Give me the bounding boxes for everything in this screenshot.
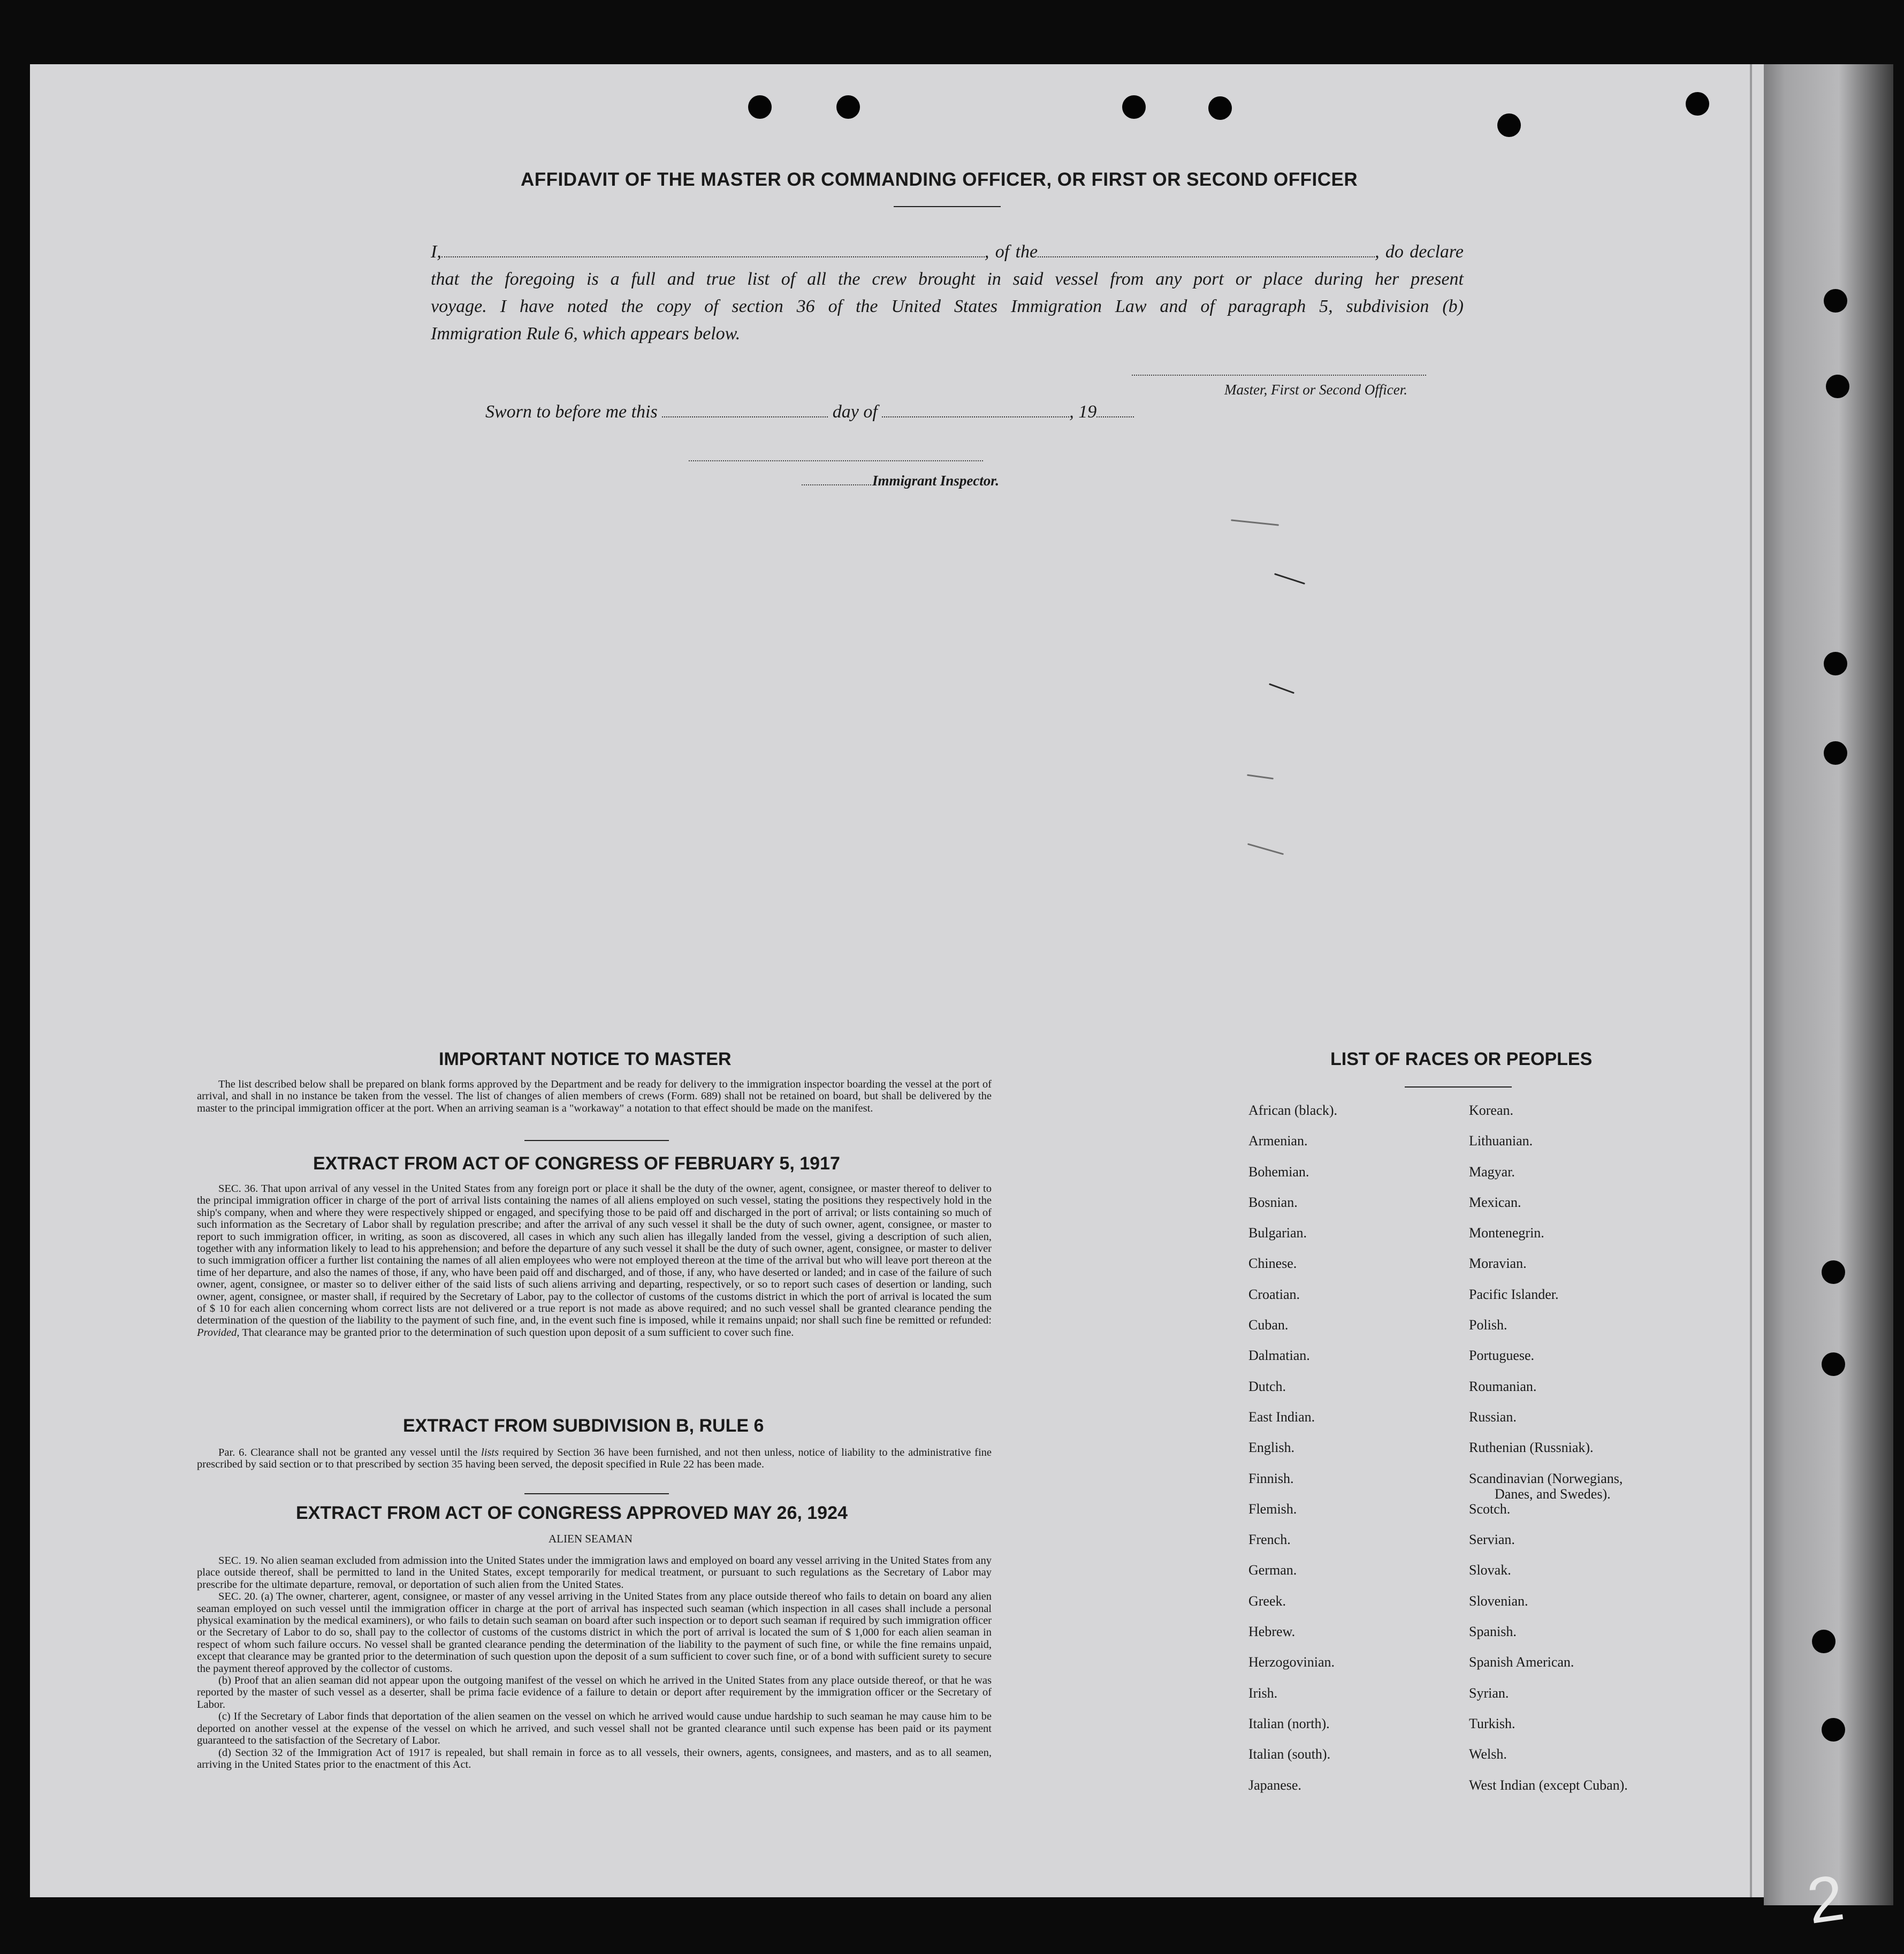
declaration-i: I,: [431, 242, 441, 262]
race-item: Slovenian.: [1469, 1593, 1528, 1609]
race-item: Ruthenian (Russniak).: [1469, 1440, 1594, 1456]
race-item: Spanish.: [1469, 1624, 1517, 1640]
race-item: Bohemian.: [1248, 1164, 1309, 1180]
declaration-line-3: voyage. I have noted the copy of section 36 of the United States Immigration Law and of paragraph 5, subdivision (b): [431, 296, 1464, 316]
punch-hole: [1822, 1718, 1845, 1742]
punch-hole: [748, 95, 772, 119]
race-item: Flemish.: [1248, 1501, 1297, 1517]
sec-20b-text: (b) Proof that an alien seaman did not appear upon the outgoing manifest of the vessel on which he arrived in the United States from any place outside thereof, or that he was reported by the master of such vessel as a deserter, shall be prima facie evidence of a failure to detain or deport after requirement by the immigration officer or the Secretary of Labor.: [197, 1675, 992, 1710]
race-item: Scandinavian (Norwegians, Danes, and Swedes).: [1469, 1470, 1623, 1502]
race-item: Welsh.: [1469, 1746, 1507, 1762]
race-item: Armenian.: [1248, 1133, 1308, 1149]
extract-1917-title: EXTRACT FROM ACT OF CONGRESS OF FEBRUARY 5, 1917: [313, 1153, 840, 1174]
punch-hole: [1208, 96, 1232, 120]
master-signature-label: Master, First or Second Officer.: [1224, 382, 1407, 398]
race-item: Chinese.: [1248, 1256, 1297, 1272]
race-item: Cuban.: [1248, 1317, 1289, 1333]
declaration-text: [431, 238, 1464, 347]
sec-19-text: SEC. 19. No alien seaman excluded from admission into the United States under the immigration laws and employed on board any vessel arriving in the United States from any place outside thereof, shall be permitted to land in the United States, except temporarily for medical treatment, or pursuant to such regulations as the Secretary of Labor may prescribe for the ultimate departure, removal, or deportation of such alien from the United States.: [197, 1555, 992, 1591]
page-number: 2: [1803, 1861, 1848, 1937]
sec-20a-text: SEC. 20. (a) The owner, charterer, agent, consignee, or master of any vessel arriving in the United States from any place outside thereof who fails to detain on board any alien seaman employed on such vessel until the immigration officer in charge at the port of arrival has inspected such seaman (which inspection in all cases shall include a personal physical examination by the medical examiners), or who fails to detain such seaman on board after such inspection or to deport such seaman if required by such immigration officer or the Secretary of Labor to do so, shall pay to the collector of customs of the customs district in which the port of arrival is located the sum of $ 1,000 for each alien seaman in respect of whom such failure occurs. No vessel shall be granted clearance pending the determination of the liability to the payment of such fine, or while the fine remains unpaid, except that clearance may be granted prior to the determination of such question upon the deposit of a sum sufficient to cover such fine, or of a bond with sufficient surety to secure the payment thereof approved by the collector of customs.: [197, 1591, 992, 1675]
affidavit-title-rule: [894, 206, 1001, 207]
extract-1924-section: [197, 1555, 992, 1770]
race-item: Turkish.: [1469, 1715, 1515, 1731]
declaration-line-4: Immigration Rule 6, which appears below.: [431, 324, 741, 344]
notice-text: The list described below shall be prepared on blank forms approved by the Department and be ready for delivery to the immigration inspector boarding the vessel at the port of arrival, and shall in no instance be taken from the vessel. The list of changes of alien members of crews (Form. 689) shall not be retained on board, but shall be delivered by the master to the principal immigration officer at the port. When an arriving seaman is a "workaway" a notation to that effect should be made on the manifest.: [197, 1078, 992, 1114]
punch-hole: [1497, 113, 1521, 137]
extract-1917-text: SEC. 36. That upon arrival of any vessel in the United States from any foreign port or place it shall be the duty of the owner, agent, consignee, or master thereof to deliver to the principal immigration officer in charge of the port of arrival lists containing the names of all aliens employed on such vessel, stating the positions they respectively hold in the ship's company, when and where they were respectively shipped or engaged, and specifying those to be paid off and discharged in the port of arrival; or lists containing so much of such information as the Secretary of Labor shall by regulation prescribe; and after the arrival of any such vessel it shall be the duty of such owner, agent, consignee, or master to report to such immigration officer, in writing, as soon as discovered, all cases in which any such alien has illegally landed from the vessel, giving a description of such alien, together with any information likely to lead to his apprehension; and before the departure of any such vessel it shall be the duty of such owner, agent, consignee, or master to deliver to such immigration officer a further list containing the names of all alien employees who were not employed thereon at the time of the arrival but who will leave port thereon at the time of her departure, and also the names of those, if any, who have been paid off and discharged, and of those, if any, who have deserted or landed; and in case of the failure of such owner, agent, consignee, or master so to deliver either of the said lists of such aliens arriving and departing, respectively, or so to report such cases of desertion or landing, such owner, agent, consignee, or master shall, if required by the Secretary of Labor, pay to the collector of customs of the customs district in which the port of arrival is located the sum of $ 10 for each alien concerning whom correct lists are not delivered or a true report is not made as above required; and no such vessel shall be granted clearance pending the determination of the question of the liability to the payment of such fine, and, in the event such fine is imposed, while it remains unpaid; nor shall such fine be remitted or refunded: Provided, That clearance may be granted prior to the determination of such question upon deposit of a sum sufficient to cover such fine.: [197, 1183, 992, 1339]
extract-1924-title: EXTRACT FROM ACT OF CONGRESS APPROVED MAY 26, 1924: [296, 1503, 848, 1523]
inspector-label: Immigrant Inspector.: [872, 473, 1000, 489]
notice-title: IMPORTANT NOTICE TO MASTER: [439, 1049, 732, 1069]
race-item: West Indian (except Cuban).: [1469, 1777, 1628, 1793]
race-item: Bulgarian.: [1248, 1225, 1307, 1241]
notice-rule: [524, 1140, 669, 1141]
race-item: Syrian.: [1469, 1685, 1509, 1701]
race-item: Lithuanian.: [1469, 1133, 1533, 1149]
race-item: Russian.: [1469, 1409, 1517, 1425]
race-item: Dutch.: [1248, 1378, 1286, 1394]
extract-1917-section: [197, 1183, 992, 1339]
page-edge-line: [1750, 64, 1752, 1897]
race-item: Roumanian.: [1469, 1378, 1537, 1394]
race-item: German.: [1248, 1562, 1297, 1578]
race-item: Herzogovinian.: [1248, 1654, 1335, 1670]
race-item: Irish.: [1248, 1685, 1278, 1701]
sec-20c-text: (c) If the Secretary of Labor finds that deportation of the alien seamen on the vessel on which he arrived would cause undue hardship to such seaman he may cause him to be deported on another vessel at the expense of the vessel on which he arrived, and such vessel shall not be granted clearance until such expense has been paid or its payment guaranteed to the satisfaction of the Secretary of Labor.: [197, 1710, 992, 1747]
affidavit-title: AFFIDAVIT OF THE MASTER OR COMMANDING OFFICER, OR FIRST OR SECOND OFFICER: [521, 169, 1358, 190]
race-item: Scotch.: [1469, 1501, 1511, 1517]
punch-hole: [1826, 375, 1849, 398]
race-item: Magyar.: [1469, 1164, 1515, 1180]
declaration-do-declare: , do declare: [1375, 242, 1464, 262]
races-title: LIST OF RACES OR PEOPLES: [1330, 1049, 1593, 1069]
extract-rule6-section: [197, 1447, 992, 1471]
race-item: Korean.: [1469, 1103, 1514, 1118]
master-signature-line[interactable]: [1132, 375, 1426, 376]
extract-rule6-title: EXTRACT FROM SUBDIVISION B, RULE 6: [403, 1416, 764, 1436]
races-column-2: [1469, 1103, 1737, 1808]
declaration-line-2: that the foregoing is a full and true list of all the crew brought in said vessel from any port or place during her present: [431, 269, 1464, 289]
punch-hole: [1822, 1352, 1845, 1376]
race-item: Pacific Islander.: [1469, 1286, 1559, 1302]
punch-hole: [1824, 741, 1847, 765]
race-item: Montenegrin.: [1469, 1225, 1544, 1241]
race-item: Italian (south).: [1248, 1746, 1331, 1762]
race-item: French.: [1248, 1532, 1291, 1548]
sec-20d-text: (d) Section 32 of the Immigration Act of 1917 is repealed, but shall remain in force as to all vessels, their owners, agents, consignees, and masters, and as to all seamen, arriving in the United States prior to the enactment of this Act.: [197, 1746, 992, 1770]
race-item: Greek.: [1248, 1593, 1286, 1609]
inspector-signature-line[interactable]: [689, 460, 983, 461]
punch-hole: [1122, 95, 1146, 119]
race-item: Japanese.: [1248, 1777, 1301, 1793]
race-item: Mexican.: [1469, 1194, 1521, 1210]
race-item: Italian (north).: [1248, 1715, 1330, 1731]
race-item: Hebrew.: [1248, 1624, 1296, 1640]
punch-hole: [1812, 1630, 1836, 1653]
punch-hole: [1824, 652, 1847, 675]
race-item: Dalmatian.: [1248, 1348, 1310, 1364]
race-item: English.: [1248, 1440, 1294, 1456]
extract-1924-subtitle: ALIEN SEAMAN: [549, 1532, 633, 1545]
sworn-line: Sworn to before me this day of , 19: [485, 398, 1134, 425]
race-item: Bosnian.: [1248, 1194, 1298, 1210]
race-item: Croatian.: [1248, 1286, 1300, 1302]
page-edge-shadow: [1764, 64, 1893, 1905]
punch-hole: [1822, 1260, 1845, 1284]
race-item: Finnish.: [1248, 1470, 1294, 1486]
race-item: Polish.: [1469, 1317, 1507, 1333]
declaration-of-the: , of the: [984, 242, 1038, 262]
extract-rule6-text: Par. 6. Clearance shall not be granted any vessel until the lists required by Section 36 have been furnished, and not then unless, notice of liability to the administrative fine prescribed by said section or to that prescribed by section 35 having been served, the deposit specified in Rule 22 has been made.: [197, 1447, 992, 1471]
rule6-rule: [524, 1493, 669, 1494]
races-rule: [1405, 1086, 1512, 1088]
race-item: Spanish American.: [1469, 1654, 1574, 1670]
race-item: Servian.: [1469, 1532, 1515, 1548]
race-item: Moravian.: [1469, 1256, 1527, 1272]
inspector-dots: [802, 484, 871, 485]
punch-hole: [836, 95, 860, 119]
punch-hole: [1686, 92, 1709, 116]
race-item: Slovak.: [1469, 1562, 1511, 1578]
punch-hole: [1824, 289, 1847, 313]
race-item: Portuguese.: [1469, 1348, 1535, 1364]
race-item: African (black).: [1248, 1103, 1338, 1118]
notice-section: [197, 1078, 992, 1114]
race-item: East Indian.: [1248, 1409, 1315, 1425]
